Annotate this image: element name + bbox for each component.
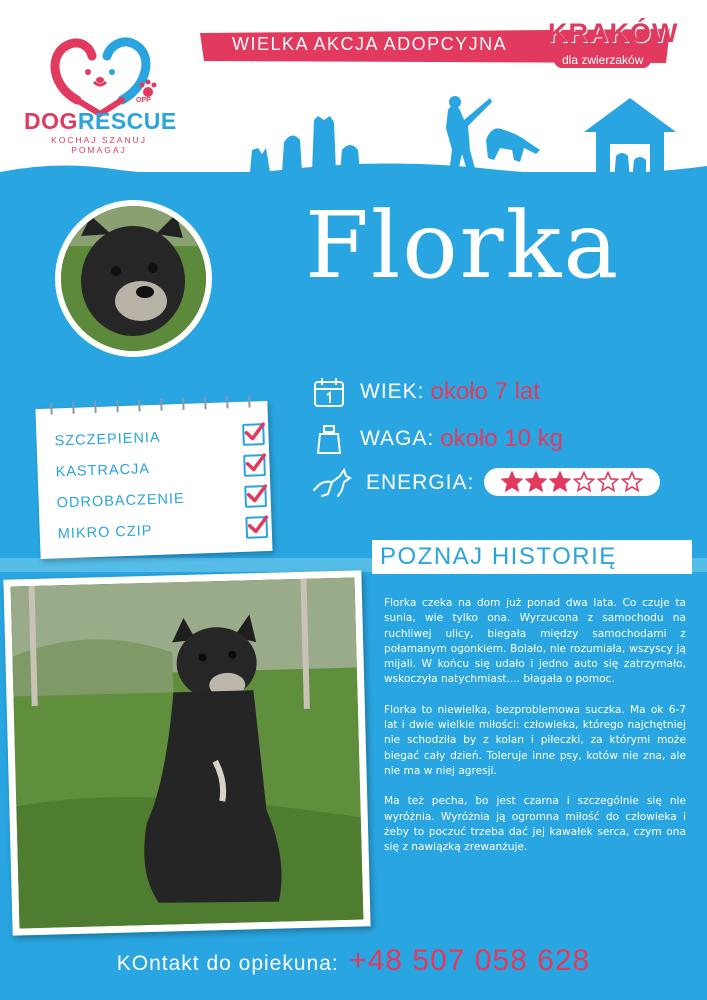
history-story	[384, 596, 686, 870]
logo-dog-text: DOG	[24, 108, 78, 134]
checklist-item	[57, 514, 268, 547]
contact-line	[0, 944, 707, 978]
weight-value: około 10 kg	[440, 425, 563, 452]
wave-divider	[0, 150, 707, 180]
checklist-item	[54, 421, 265, 454]
checklist-item	[55, 452, 266, 485]
checklist-item	[56, 483, 267, 516]
checklist-item-label: MIKRO CZIP	[57, 523, 153, 543]
story-paragraph-1: Florka czeka na dom już ponad dwa lata. Co czuje ta sunia, wie tylko ona. Wyrzucona z samochodu na ruchliwej ulicy, biegała między samochodami z połamanym ogonkiem. Bolało, nie rozumiała, wszyscy ją mijali. W końcu się udało i jedno auto się zatrzymało, wskoczyła natychmiast.... błagała o pomoc.	[384, 597, 686, 686]
dog-portrait-photo	[55, 200, 212, 357]
checkbox-checked-icon	[243, 454, 266, 477]
history-title: POZNAJ HISTORIĘ	[380, 543, 617, 570]
health-checklist-card	[35, 401, 272, 559]
krakow-subtitle: dla zwierzaków	[554, 52, 651, 68]
krakow-title: KRAKÓW	[548, 18, 679, 48]
star-filled-icon	[525, 471, 547, 493]
star-filled-icon	[549, 471, 571, 493]
logo-rescue-text: RESCUE	[77, 108, 177, 134]
age-value: około 7 lat	[430, 378, 540, 405]
story-paragraph-3: Ma też pecha, bo jest czarna i szczególnie się nie wyróżnia. Wyróżnia ją ogromna miłość do człowieka i żeby to poczuć trzeba dać jej kawałek serca, czym ona się z nawiązką zrewanżuje.	[384, 795, 686, 854]
star-empty-icon	[597, 471, 619, 493]
running-dog-icon	[312, 466, 352, 500]
weight-row	[312, 421, 563, 457]
star-empty-icon	[573, 471, 595, 493]
age-row	[312, 374, 540, 410]
checkbox-checked-icon	[242, 423, 265, 446]
checklist-item-label: SZCZEPIENIA	[54, 429, 161, 450]
weight-icon	[312, 422, 346, 456]
checkbox-checked-icon	[245, 516, 268, 539]
krakow-logo	[548, 18, 698, 68]
star-empty-icon	[621, 471, 643, 493]
age-label: WIEK:	[360, 380, 425, 403]
contact-phone[interactable]: +48 507 058 628	[349, 944, 591, 977]
checkbox-checked-icon	[244, 485, 267, 508]
energy-row	[312, 465, 474, 501]
checkmark-icon	[244, 452, 267, 475]
checkmark-icon	[245, 483, 268, 506]
logo-badge: OPP	[136, 97, 151, 104]
dog-full-photo	[3, 570, 370, 935]
weight-label: WAGA:	[360, 427, 435, 450]
dog-name: Florka	[305, 192, 621, 299]
story-paragraph-2: Florka to niewielka, bezproblemowa suczka. Ma ok 6-7 lat i dwie wielkie miłości: człowieka, którego najchętniej nie schodziła by z kolan i piłeczki, za którymi może biegać cały dzień. Toleruje inne psy, kotów nie zna, ale nie ma w niej agresji.	[384, 703, 686, 777]
logo-tagline: KOCHAJ SZANUJ POMAGAJ	[51, 135, 147, 155]
banner-title: WIELKA AKCJA ADOPCYJNA	[232, 34, 508, 54]
checklist-item-label: ODROBACZENIE	[56, 490, 185, 512]
dog-portrait-image	[61, 206, 206, 351]
checklist-item-label: KASTRACJA	[55, 461, 151, 481]
calendar-icon	[312, 375, 346, 409]
contact-label: KOntakt do opiekuna:	[116, 952, 339, 975]
star-filled-icon	[501, 471, 523, 493]
energy-rating	[484, 468, 660, 496]
dog-full-image	[11, 578, 364, 929]
checkmark-icon	[246, 514, 269, 537]
energy-label: ENERGIA:	[366, 471, 475, 494]
checkmark-icon	[243, 421, 266, 444]
